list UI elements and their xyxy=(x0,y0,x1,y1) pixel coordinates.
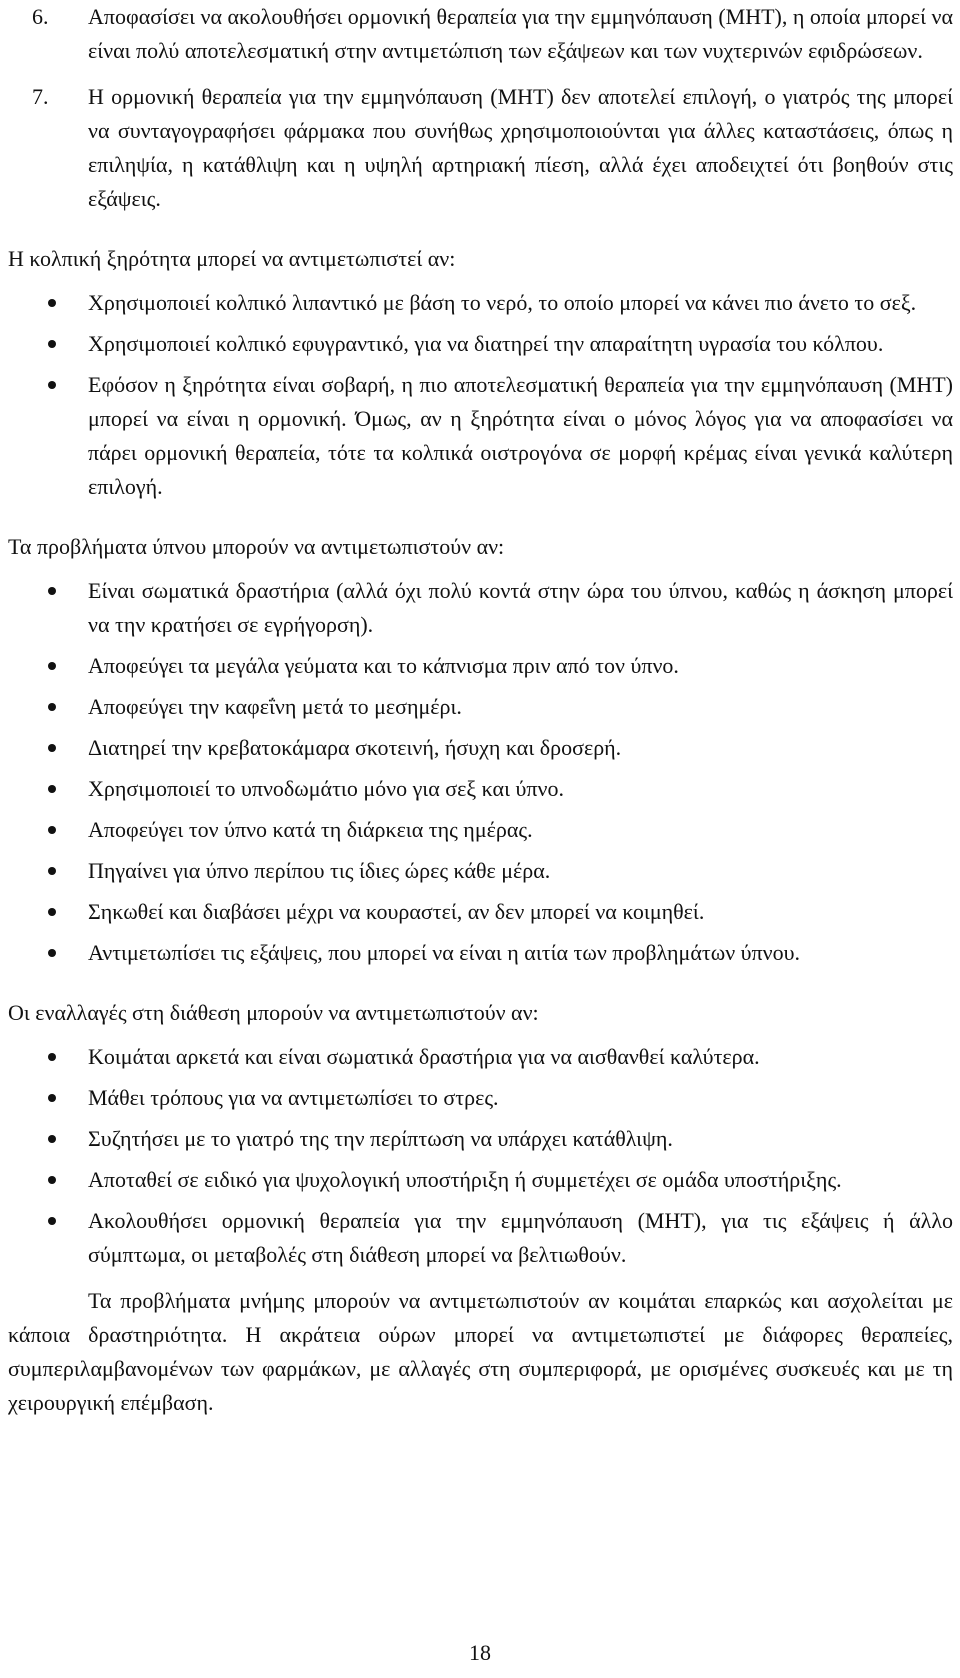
list-item: Εφόσον η ξηρότητα είναι σοβαρή, η πιο αποτελεσματική θεραπεία για την εμμηνόπαυση (ΜΗΤ) μπορεί να είναι η ορμονική. Όμως, αν η ξηρότητα είναι ο μόνος λόγος για να αποφασίσει να πάρει ορμονική θεραπεία, τότε τα κολπικά οιστρογόνα σε μορφή κρέμας είναι γενικά καλύτερη επιλογή. xyxy=(8,368,953,504)
section-vaginal-dryness xyxy=(8,242,953,504)
closing-paragraph: Τα προβλήματα μνήμης μπορούν να αντιμετωπιστούν αν κοιμάται επαρκώς και ασχολείται με κάποια δραστηριότητα. Η ακράτεια ούρων μπορεί να αντιμετωπιστεί με διάφορες θεραπείες, συμπεριλαμβανομένων των φαρμάκων, με αλλαγές στη συμπεριφορά, με ορισμένες συσκευές και με τη χειρουργική επέμβαση. xyxy=(8,1288,953,1415)
list-item: Αντιμετωπίσει τις εξάψεις, που μπορεί να είναι η αιτία των προβλημάτων ύπνου. xyxy=(8,936,953,970)
list-item: Αποφεύγει τον ύπνο κατά τη διάρκεια της ημέρας. xyxy=(8,813,953,847)
bullet-icon xyxy=(48,662,56,670)
bullet-icon xyxy=(48,703,56,711)
document-page xyxy=(8,0,953,1420)
list-item: Αποταθεί σε ειδικό για ψυχολογική υποστήριξη ή συμμετέχει σε ομάδα υποστήριξης. xyxy=(8,1163,953,1197)
bullet-icon xyxy=(48,1176,56,1184)
section-heading: Η κολπική ξηρότητα μπορεί να αντιμετωπιστεί αν: xyxy=(8,246,456,271)
bullet-icon xyxy=(48,587,56,595)
section-heading: Τα προβλήματα ύπνου μπορούν να αντιμετωπιστούν αν: xyxy=(8,534,505,559)
bullet-list xyxy=(8,286,953,504)
list-item: Κοιμάται αρκετά και είναι σωματικά δραστήρια για να αισθανθεί καλύτερα. xyxy=(8,1040,953,1074)
page-number: 18 xyxy=(469,1640,491,1665)
section-heading: Οι εναλλαγές στη διάθεση μπορούν να αντιμετωπιστούν αν: xyxy=(8,1000,539,1025)
list-item: Συζητήσει με το γιατρό της την περίπτωση να υπάρχει κατάθλιψη. xyxy=(8,1122,953,1156)
bullet-icon xyxy=(48,785,56,793)
list-item: Είναι σωματικά δραστήρια (αλλά όχι πολύ κοντά στην ώρα του ύπνου, καθώς η άσκηση μπορεί να την κρατήσει σε εγρήγορση). xyxy=(8,574,953,642)
list-item: Χρησιμοποιεί το υπνοδωμάτιο μόνο για σεξ και ύπνο. xyxy=(8,772,953,806)
bullet-icon xyxy=(48,744,56,752)
item-number: 6. xyxy=(32,4,49,29)
list-item: Ακολουθήσει ορμονική θεραπεία για την εμμηνόπαυση (ΜΗΤ), για τις εξάψεις ή άλλο σύμπτωμα, οι μεταβολές στη διάθεση μπορεί να βελτιωθούν. xyxy=(8,1204,953,1272)
bullet-icon xyxy=(48,826,56,834)
item-text: Η ορμονική θεραπεία για την εμμηνόπαυση (ΜΗΤ) δεν αποτελεί επιλογή, ο γιατρός της μπορεί να συνταγογραφήσει φάρμακα που συνήθως χρησιμοποιούνται για άλλες καταστάσεις, όπως η επιληψία, η κατάθλιψη και η υψηλή αρτηριακή πίεση, αλλά έχει αποδειχτεί ότι βοηθούν στις εξάψεις. xyxy=(88,84,953,211)
bullet-list xyxy=(8,1040,953,1272)
bullet-icon xyxy=(48,1053,56,1061)
bullet-icon xyxy=(48,949,56,957)
section-mood-changes xyxy=(8,996,953,1272)
list-item: Διατηρεί την κρεβατοκάμαρα σκοτεινή, ήσυχη και δροσερή. xyxy=(8,731,953,765)
section-sleep-problems xyxy=(8,530,953,970)
bullet-icon xyxy=(48,867,56,875)
bullet-icon xyxy=(48,1135,56,1143)
list-item: Χρησιμοποιεί κολπικό εφυγραντικό, για να διατηρεί την απαραίτητη υγρασία του κόλπου. xyxy=(8,327,953,361)
bullet-icon xyxy=(48,1217,56,1225)
bullet-icon xyxy=(48,340,56,348)
numbered-item-7 xyxy=(8,80,953,216)
list-item: Πηγαίνει για ύπνο περίπου τις ίδιες ώρες κάθε μέρα. xyxy=(8,854,953,888)
item-number: 7. xyxy=(32,84,49,109)
bullet-icon xyxy=(48,1094,56,1102)
bullet-icon xyxy=(48,908,56,916)
bullet-icon xyxy=(48,381,56,389)
list-item: Μάθει τρόπους για να αντιμετωπίσει το στρες. xyxy=(8,1081,953,1115)
list-item: Χρησιμοποιεί κολπικό λιπαντικό με βάση το νερό, το οποίο μπορεί να κάνει πιο άνετο το σεξ. xyxy=(8,286,953,320)
bullet-icon xyxy=(48,299,56,307)
item-text: Αποφασίσει να ακολουθήσει ορμονική θεραπεία για την εμμηνόπαυση (ΜΗΤ), η οποία μπορεί να είναι πολύ αποτελεσματική στην αντιμετώπιση των εξάψεων και των νυχτερινών εφιδρώσεων. xyxy=(88,4,953,63)
bullet-list xyxy=(8,574,953,970)
list-item: Σηκωθεί και διαβάσει μέχρι να κουραστεί, αν δεν μπορεί να κοιμηθεί. xyxy=(8,895,953,929)
list-item: Αποφεύγει την καφεΐνη μετά το μεσημέρι. xyxy=(8,690,953,724)
list-item: Αποφεύγει τα μεγάλα γεύματα και το κάπνισμα πριν από τον ύπνο. xyxy=(8,649,953,683)
numbered-item-6 xyxy=(8,0,953,68)
